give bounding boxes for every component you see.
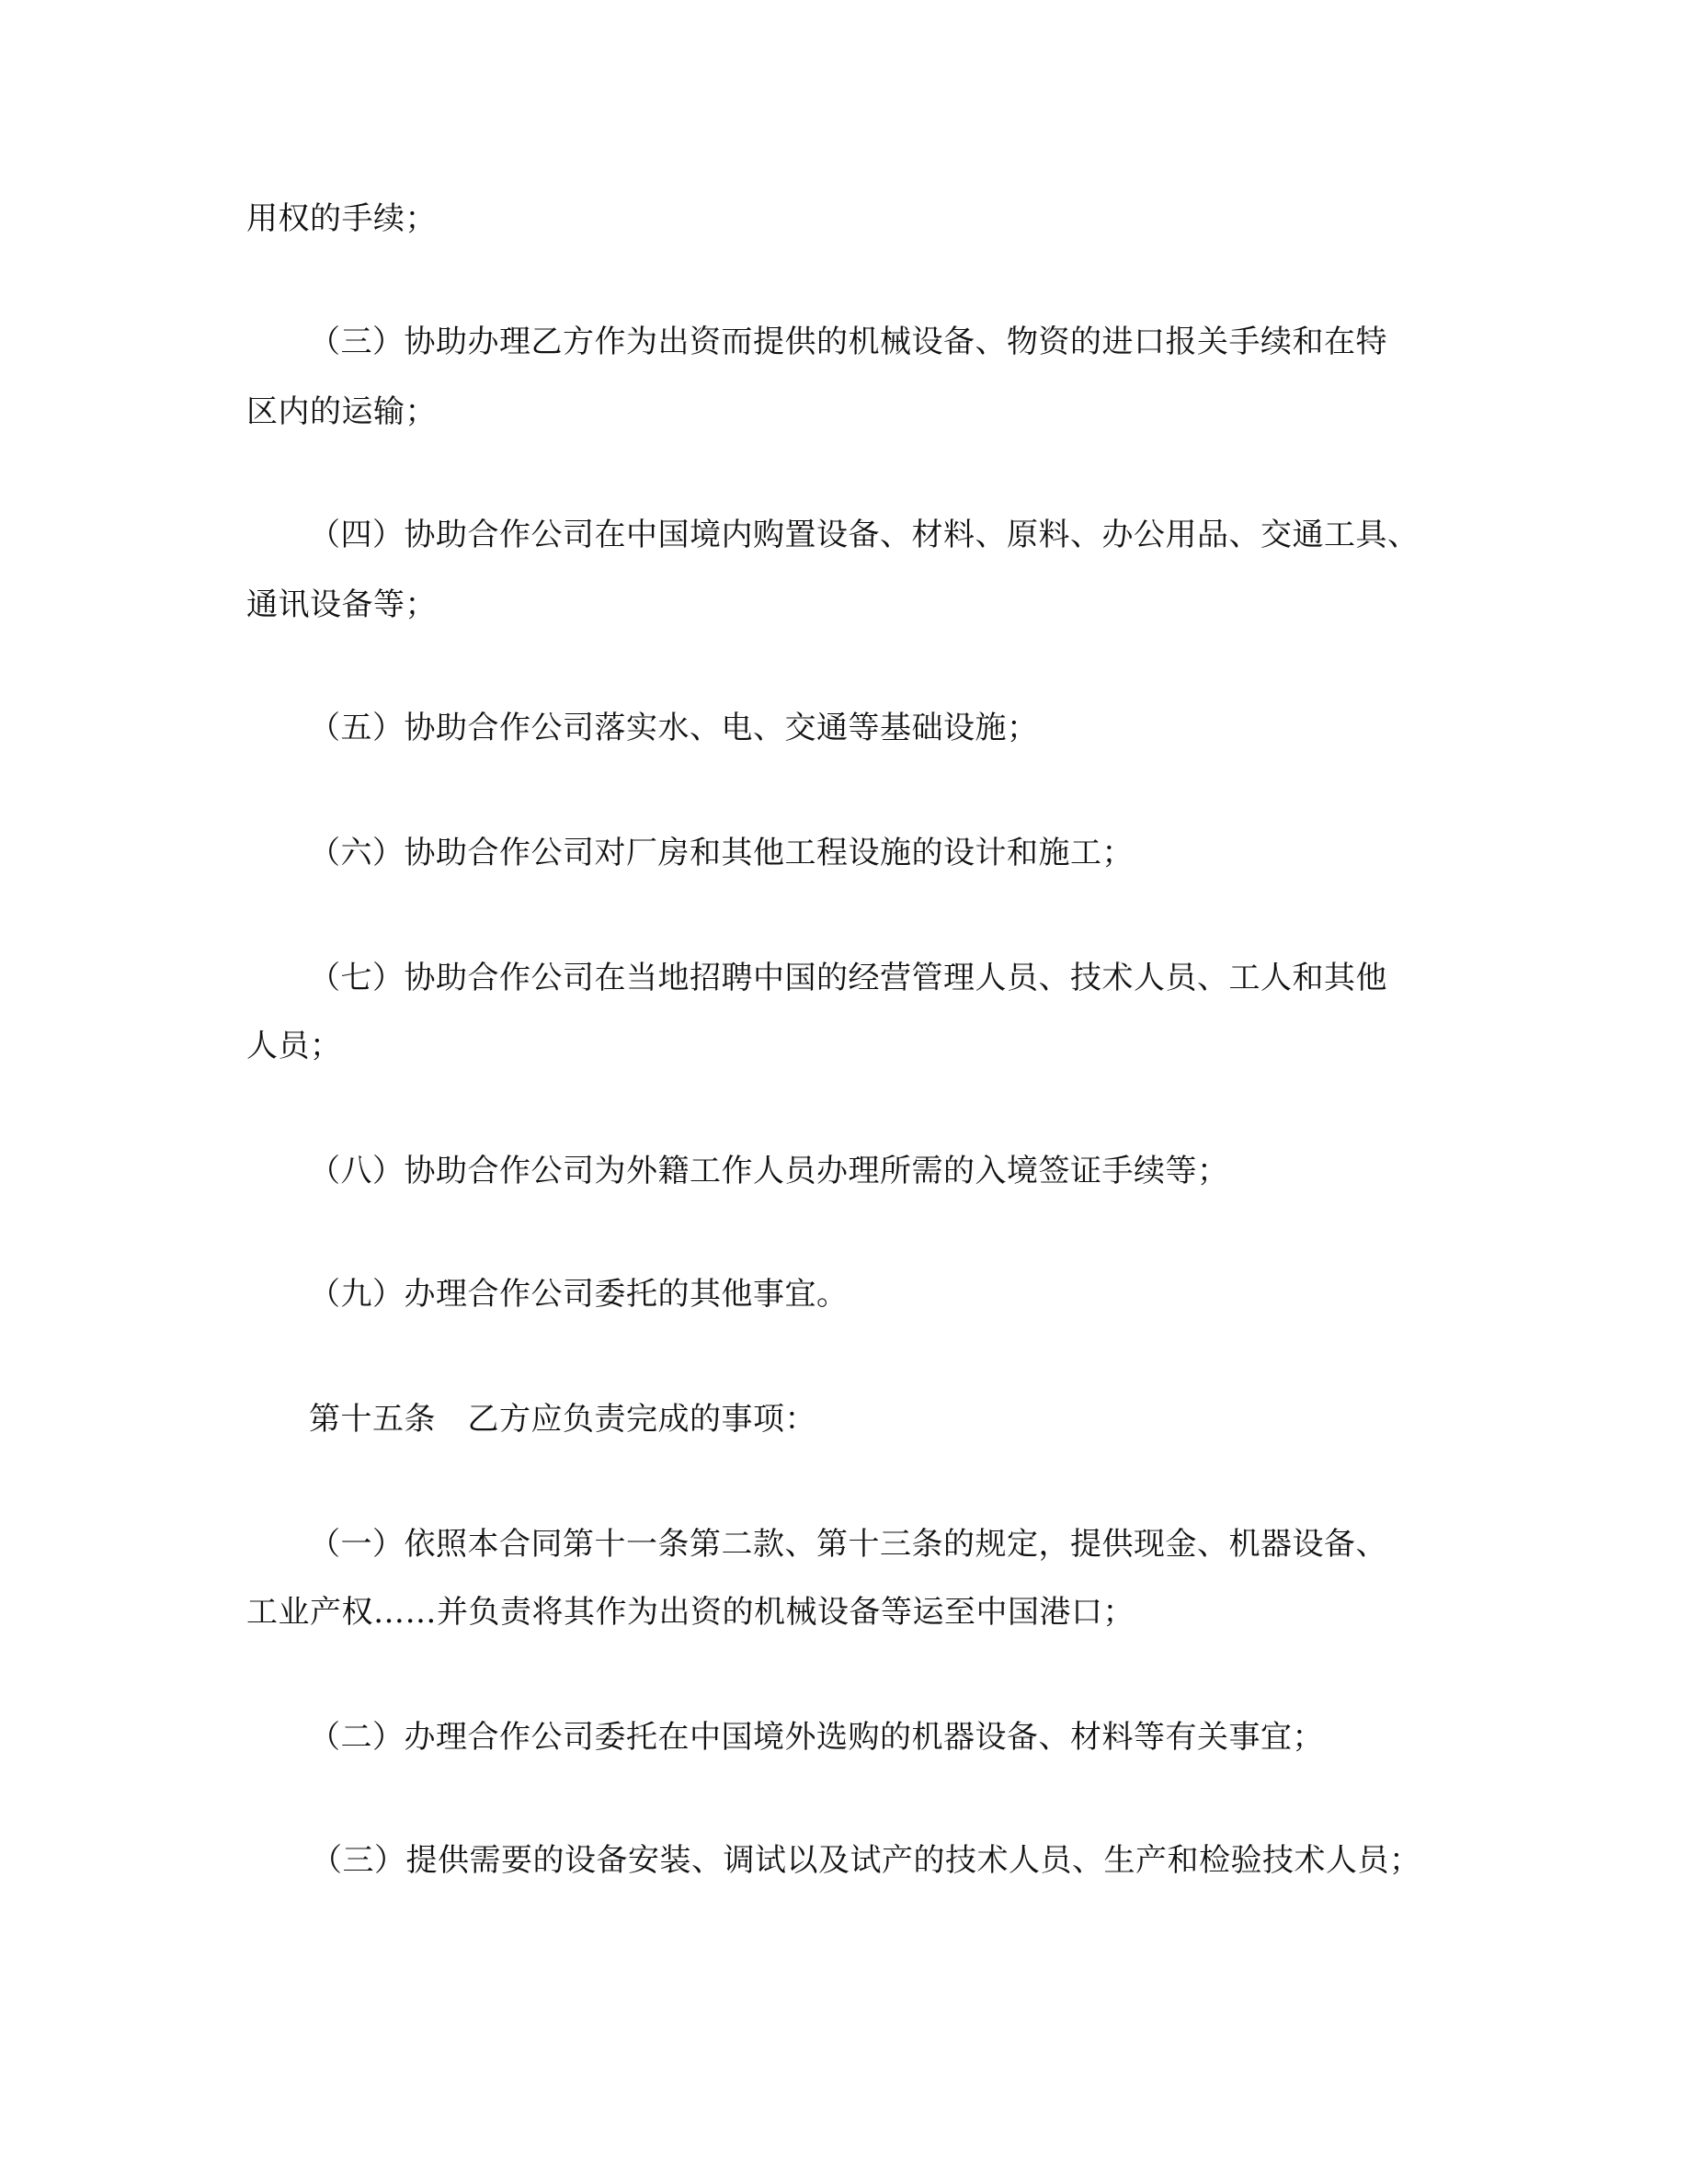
article-15-clause-1-line-1: （一）依照本合同第十一条第二款、第十三条的规定，提供现金、机器设备、 [309,1526,1387,1563]
clause-8: （八）协助合作公司为外籍工作人员办理所需的入境签证手续等； [309,1153,1229,1189]
clause-4-line-2: 通讯设备等； [246,586,437,623]
clause-5: （五）协助合作公司落实水、电、交通等基础设施； [309,710,1039,746]
clause-3-line-2: 区内的运输； [246,393,437,430]
clause-4-line-1: （四）协助合作公司在中国境内购置设备、材料、原料、办公用品、交通工具、 [309,517,1420,553]
article-15-clause-1-line-2: 工业产权……并负责将其作为出资的机械设备等运至中国港口； [246,1594,1135,1631]
text-line: 用权的手续； [246,200,437,237]
article-15-heading: 第十五条 乙方应负责完成的事项： [309,1401,816,1438]
article-15-clause-2: （二）办理合作公司委托在中国境外选购的机器设备、材料等有关事宜； [309,1719,1324,1756]
clause-6: （六）协助合作公司对厂房和其他工程设施的设计和施工； [309,835,1134,871]
clause-3-line-1: （三）协助办理乙方作为出资而提供的机械设备、物资的进口报关手续和在特 [309,324,1387,360]
article-15-clause-3: （三）提供需要的设备安装、调试以及试产的技术人员、生产和检验技术人员； [311,1842,1421,1879]
clause-7-line-1: （七）协助合作公司在当地招聘中国的经营管理人员、技术人员、工人和其他 [309,960,1387,996]
clause-9: （九）办理合作公司委托的其他事宜。 [309,1276,849,1313]
clause-7-line-2: 人员； [246,1028,342,1064]
